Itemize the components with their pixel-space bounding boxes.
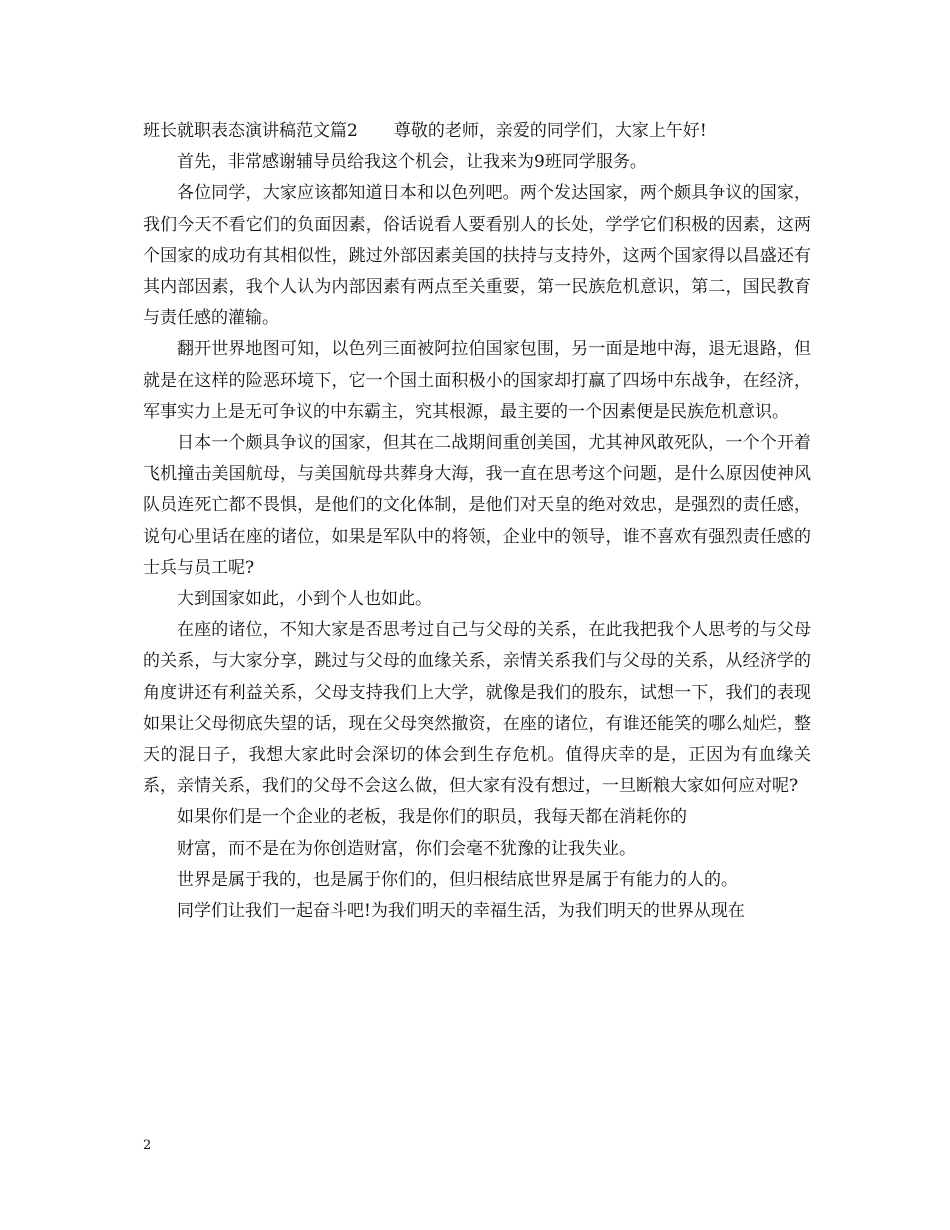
paragraph-2: 各位同学，大家应该都知道日本和以色列吧。两个发达国家，两个颇具争议的国家，我们今天不看它们的负面因素，俗话说看人要看别人的长处，学学它们积极的因素，这两个国家的成功有其相似性，跳过外部因素美国的扶持与支持外，这两个国家得以昌盛还有其内部因素，我个人认为内部因素有两点至关重要，第一民族危机意识，第二，国民教育与责任感的灌输。 [143,183,811,329]
paragraph-7: 如果你们是一个企业的老板，我是你们的职员，我每天都在消耗你的 [177,807,687,828]
paragraph-5: 大到国家如此，小到个人也如此。 [177,589,432,610]
paragraph-10: 同学们让我们一起奋斗吧!为我们明天的幸福生活，为我们明天的世界从现在 [177,901,745,922]
document-body [143,116,811,927]
document-heading: 班长就职表态演讲稿范文篇2 [143,121,358,141]
page-number: 2 [143,1138,152,1153]
paragraph-8: 财富，而不是在为你创造财富，你们会毫不犹豫的让我失业。 [177,838,636,859]
paragraph-6: 在座的诸位，不知大家是否思考过自己与父母的关系，在此我把我个人思考的与父母的关系，与大家分享，跳过与父母的血缘关系，亲情关系我们与父母的关系，从经济学的角度讲还有利益关系，父母支持我们上大学，就像是我们的股东，试想一下，我们的表现如果让父母彻底失望的话，现在父母突然撤资，在座的诸位，有谁还能笑的哪么灿烂，整天的混日子，我想大家此时会深切的体会到生存危机。值得庆幸的是，正因为有血缘关系，亲情关系，我们的父母不会这么做，但大家有没有想过，一旦断粮大家如何应对呢? [143,620,811,797]
paragraph-9: 世界是属于我的，也是属于你们的，但归根结底世界是属于有能力的人的。 [177,869,738,890]
greeting: 尊敬的老师，亲爱的同学们，大家上午好! [393,121,707,141]
paragraph-3: 翻开世界地图可知，以色列三面被阿拉伯国家包围，另一面是地中海，退无退路，但就是在这样的险恶环境下，它一个国土面积极小的国家却打赢了四场中东战争，在经济，军事实力上是无可争议的中东霸主，究其根源，最主要的一个因素便是民族危机意识。 [143,339,811,422]
heading-line [143,116,811,147]
paragraph-1: 首先，非常感谢辅导员给我这个机会，让我来为9班同学服务。 [177,152,647,173]
paragraph-4: 日本一个颇具争议的国家，但其在二战期间重创美国，尤其神风敢死队，一个个开着飞机撞击美国航母，与美国航母共葬身大海，我一直在思考这个问题，是什么原因使神风队员连死亡都不畏惧，是他们的文化体制，是他们对天皇的绝对效忠，是强烈的责任感，说句心里话在座的诸位，如果是军队中的将领，企业中的领导，谁不喜欢有强烈责任感的士兵与员工呢? [143,433,811,578]
